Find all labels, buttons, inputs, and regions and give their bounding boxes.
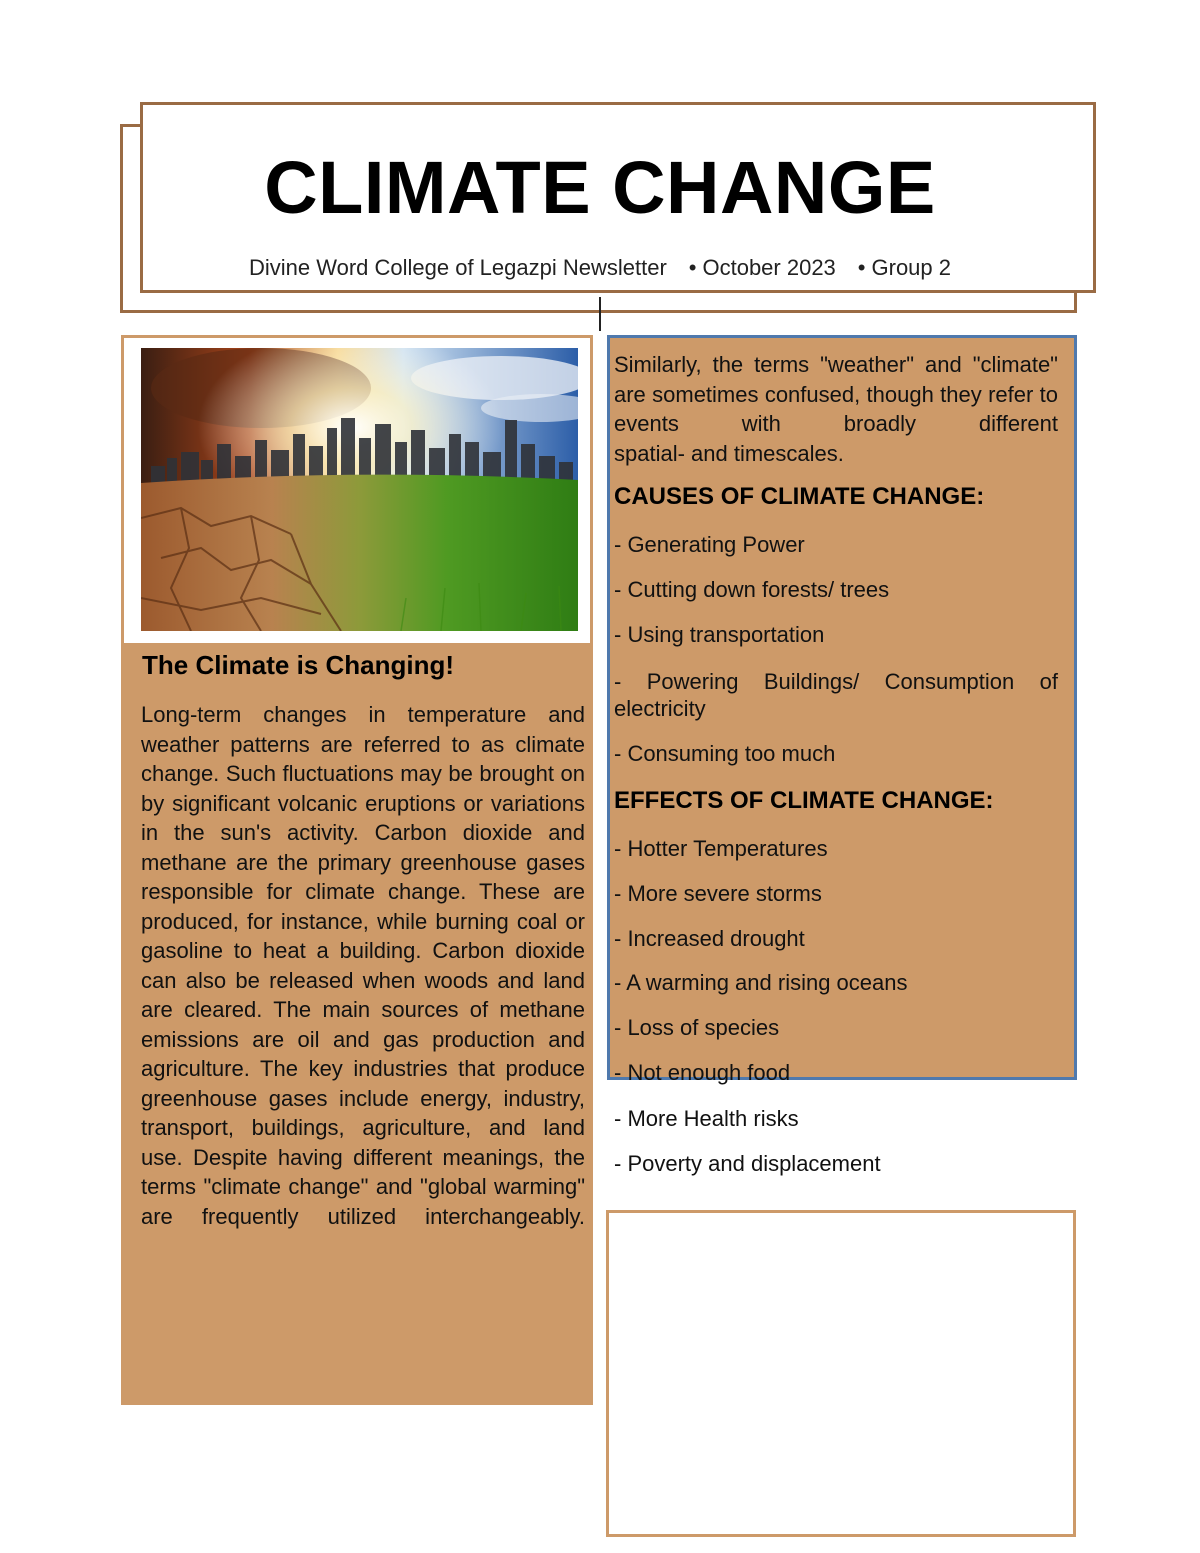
right-article-intro [614, 350, 1058, 468]
bullet-separator: • [857, 255, 866, 280]
divider-tick [599, 297, 601, 331]
effect-item: - More Health risks [614, 1106, 799, 1131]
effect-item: - Not enough food [614, 1060, 791, 1085]
bullet-separator: • [688, 255, 697, 280]
intro-paragraph: Similarly, the terms "weather" and "climate" are sometimes confused, though they refer to events with broadly different [614, 352, 1058, 436]
effect-item: - More severe storms [614, 881, 822, 906]
issue-date: October 2023 [702, 255, 836, 280]
cause-item: - Using transportation [614, 622, 825, 647]
intro-paragraph-end: spatial- and timescales. [614, 440, 844, 466]
left-article-body: Long-term changes in temperature and weather patterns are referred to as climate change. Such fluctuations may be brought on by significant volcanic eruptions or variations in the sun's activity. Carbon dioxide and methane are the primary greenhouse gases responsible for climate change. These are produced, for instance, while burning coal or gasoline to heat a building. Carbon dioxide can also be released when woods and land are cleared. The main sources of methane emissions are oil and gas production and agriculture. The key industries that produce greenhouse gases include energy, industry, transport, buildings, agriculture, and land use. Despite having different meanings, the terms "climate change" and "global warming" are frequently utilized interchangeably. [141, 702, 585, 1229]
cause-item: - Cutting down forests/ trees [614, 577, 890, 602]
effect-item: - A warming and rising oceans [614, 970, 908, 995]
group-label: Group 2 [871, 255, 951, 280]
cause-item: - Powering Buildings/ Consumption of [614, 669, 1058, 694]
cause-item: - Consuming too much [614, 741, 836, 766]
effects-heading: EFFECTS OF CLIMATE CHANGE: [614, 787, 994, 814]
effect-item: - Loss of species [614, 1015, 780, 1040]
publication-name: Divine Word College of Legazpi Newsletter [248, 255, 667, 280]
cause-item: - Generating Power [614, 532, 805, 557]
left-article-heading: The Climate is Changing! [142, 650, 455, 680]
masthead-subtitle [140, 255, 1060, 281]
empty-content-box [606, 1210, 1076, 1537]
effect-item: - Poverty and displacement [614, 1151, 881, 1176]
climate-photo [141, 348, 578, 631]
effect-item: - Increased drought [614, 926, 805, 951]
effect-item: - Hotter Temperatures [614, 836, 828, 861]
newsletter-title: CLIMATE CHANGE [264, 146, 936, 229]
causes-heading: CAUSES OF CLIMATE CHANGE: [614, 483, 985, 510]
cause-item-continued: electricity [614, 696, 706, 721]
